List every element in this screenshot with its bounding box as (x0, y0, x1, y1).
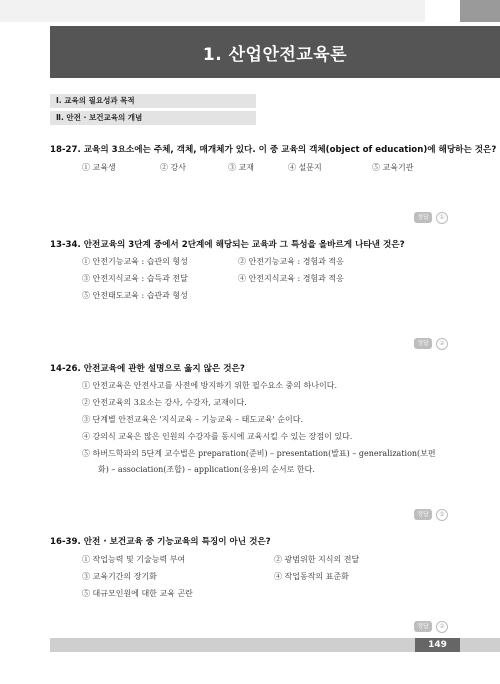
answer-number: ⑤ (436, 509, 448, 521)
question-prompt: 16-39. 안전 · 보건교육 중 기능교육의 특징이 아닌 것은? (50, 537, 271, 547)
footer-band (50, 638, 432, 652)
top-strip (0, 0, 500, 26)
option: ③ 교재 (228, 163, 254, 172)
option: ④ 안전지식교육 : 경험과 적응 (238, 274, 344, 283)
question-prompt: 13-34. 안전교육의 3단계 중에서 2단계에 해당되는 교육과 그 특성을 올바르게 나타낸 것은? (50, 240, 405, 250)
answer-label: 정답 (417, 623, 429, 630)
answer-badge (414, 621, 445, 632)
option: ④ 작업동작의 표준화 (274, 572, 349, 581)
question-prompt: 18-27. 교육의 3요소에는 주체, 객체, 매개체가 있다. 이 중 교육의 객체(object of education)에 해당하는 것은? (50, 145, 497, 155)
option-continuation: 화) – association(조합) – application(응용)의 순서로 한다. (98, 465, 315, 474)
option: ③ 단계별 안전교육은 '지식교육 – 기능교육 – 태도교육' 순이다. (82, 415, 304, 424)
option: ① 안전기능교육 : 습관의 형성 (82, 257, 188, 266)
answer-badge (414, 338, 445, 349)
option: ② 강사 (160, 163, 186, 172)
option: ① 작업능력 및 기술능력 부여 (82, 555, 186, 564)
option: ⑤ 하버드학파의 5단계 교수법은 preparation(준비) – presentation(발표) – generalization(보편 (82, 449, 436, 458)
option: ② 안전교육의 3요소는 강사, 수강자, 교재이다. (82, 398, 247, 407)
option: ③ 교육기간의 장기화 (82, 572, 157, 581)
answer-label: 정답 (417, 214, 429, 221)
top-strip-light (0, 0, 425, 22)
answer-label: 정답 (417, 340, 429, 347)
option: ② 안전기능교육 : 경험과 적응 (238, 257, 344, 266)
option: ⑤ 교육기관 (372, 163, 414, 172)
answer-badge (414, 509, 445, 520)
option: ④ 강의식 교육은 많은 인원의 수강자를 동시에 교육시킬 수 있는 장점이 있다. (82, 432, 353, 441)
answer-badge (414, 212, 445, 223)
section-heading-2: Ⅱ. 안전 · 보건교육의 개념 (50, 111, 256, 125)
answer-label: 정답 (417, 511, 429, 518)
answer-number: ② (436, 338, 448, 350)
top-strip-dark (460, 0, 500, 22)
option: ① 안전교육은 안전사고를 사전에 방지하기 위한 필수요소 중의 하나이다. (82, 381, 337, 390)
option: ③ 안전지식교육 : 습득과 전달 (82, 274, 188, 283)
section-heading-1: Ⅰ. 교육의 필요성과 목적 (50, 94, 256, 108)
option: ⑤ 대규모인원에 대한 교육 곤란 (82, 589, 193, 598)
option: ④ 설문지 (288, 163, 322, 172)
option: ② 광범위한 지식의 전달 (274, 555, 360, 564)
chapter-header (50, 26, 500, 78)
page-number: 149 (415, 638, 460, 652)
option: ⑤ 안전태도교육 : 습관과 형성 (82, 291, 188, 300)
chapter-title: 1. 산업안전교육론 (202, 45, 348, 65)
option: ① 교육생 (82, 163, 116, 172)
footer-tail (460, 638, 500, 652)
answer-number: ② (436, 621, 448, 633)
question-prompt: 14-26. 안전교육에 관한 설명으로 옳지 않은 것은? (50, 364, 245, 374)
answer-number: ① (436, 212, 448, 224)
